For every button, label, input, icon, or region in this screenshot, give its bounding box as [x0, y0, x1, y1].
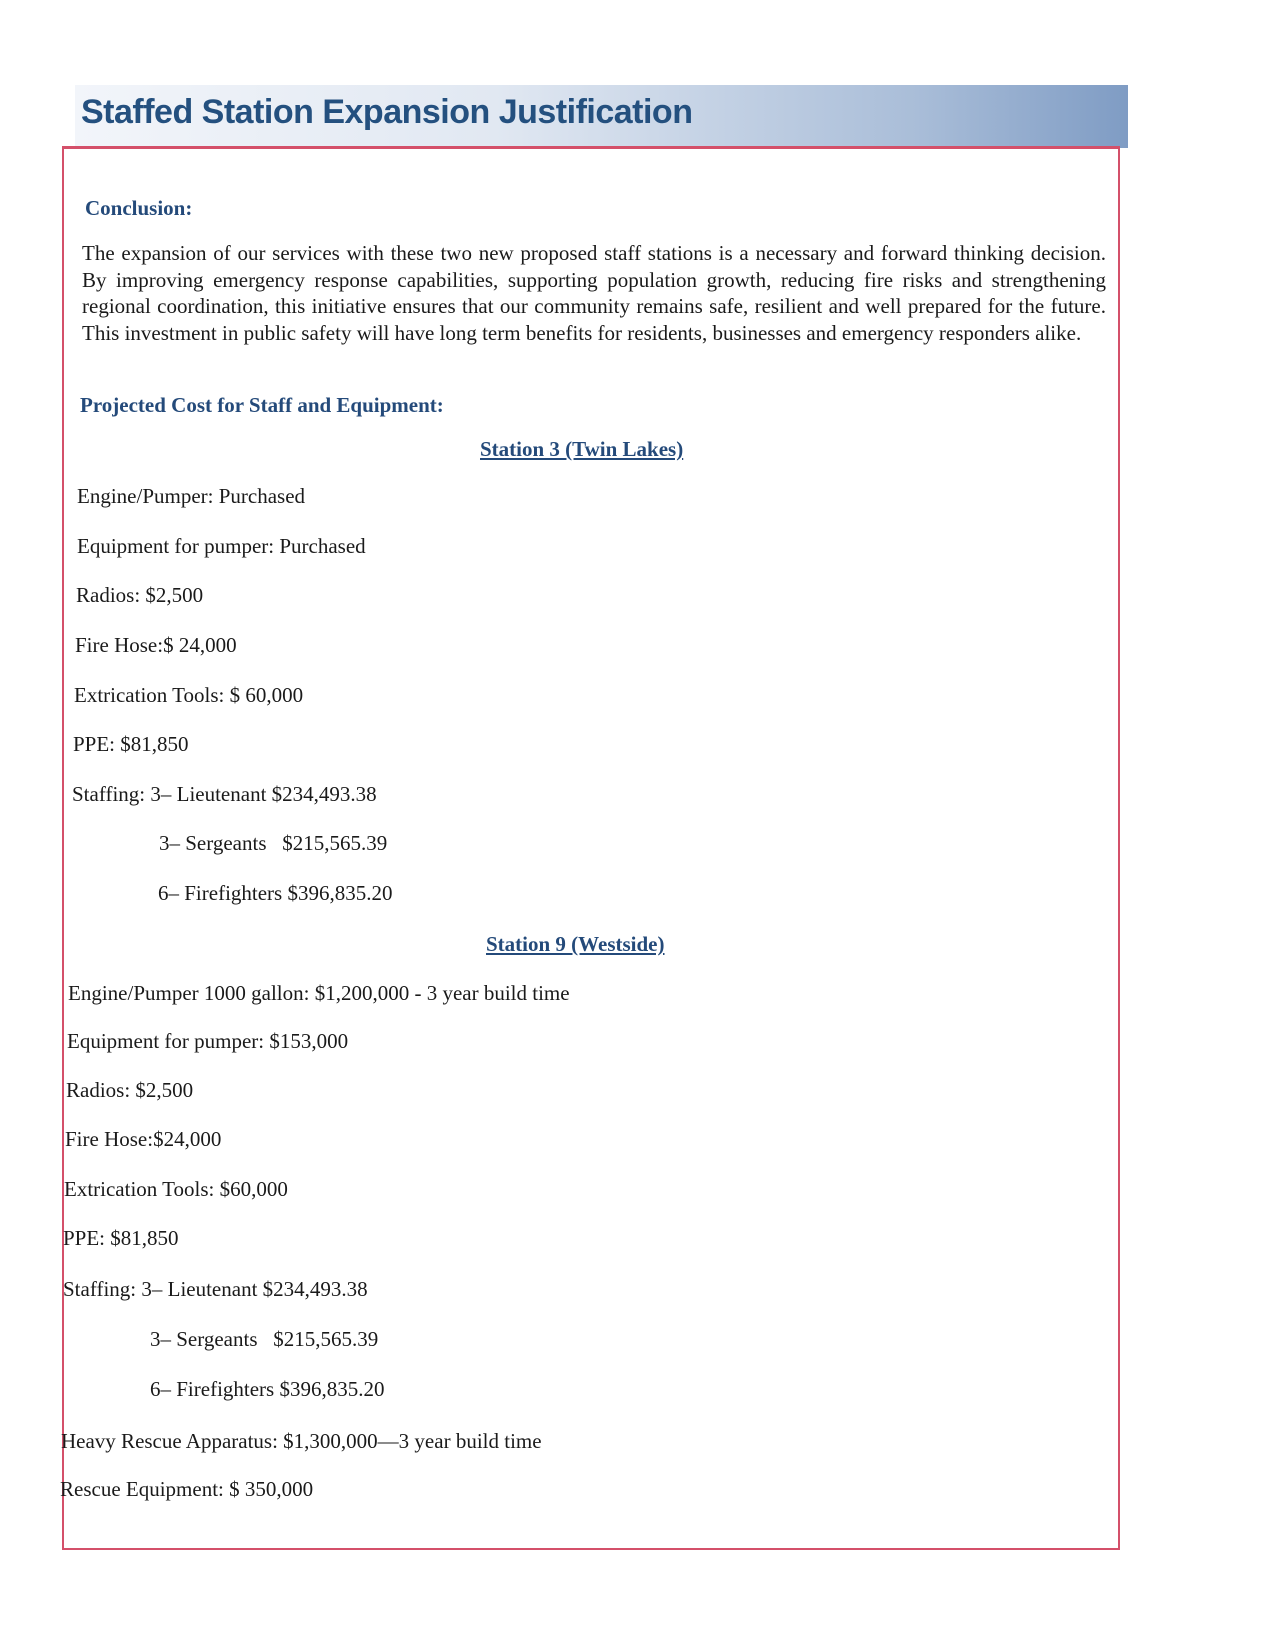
conclusion-heading: Conclusion:	[85, 196, 193, 220]
list-item: Engine/Pumper 1000 gallon: $1,200,000 - 3 year build time	[68, 981, 570, 1005]
list-item: 6– Firefighters $396,835.20	[150, 1377, 385, 1401]
list-item: Radios: $2,500	[76, 583, 204, 607]
station3-heading: Station 3 (Twin Lakes)	[480, 437, 684, 461]
list-item: Extrication Tools: $60,000	[64, 1177, 288, 1201]
list-item: Fire Hose:$24,000	[65, 1127, 222, 1151]
list-item: Staffing: 3– Lieutenant $234,493.38	[72, 782, 377, 806]
list-item: Heavy Rescue Apparatus: $1,300,000—3 year build time	[61, 1429, 542, 1453]
list-item: Fire Hose:$ 24,000	[75, 633, 237, 657]
list-item: Extrication Tools: $ 60,000	[74, 683, 304, 707]
costs-heading: Projected Cost for Staff and Equipment:	[80, 393, 444, 417]
page-title: Staffed Station Expansion Justification	[81, 93, 693, 131]
list-item: Equipment for pumper: $153,000	[67, 1029, 349, 1053]
list-item: 6– Firefighters $396,835.20	[158, 881, 393, 905]
conclusion-paragraph: The expansion of our services with these two new proposed staff stations is a necessary and forward thinking decision. By improving emergency response capabilities, supporting population growth, reducing fire risks and strengthening regional coordination, this initiative ensures that our community remains safe, resilient and well prepared for the future. This investment in public safety will have long term benefits for residents, businesses and emergency responders alike.	[82, 241, 1106, 345]
list-item: PPE: $81,850	[73, 732, 189, 756]
list-item: Rescue Equipment: $ 350,000	[60, 1477, 314, 1501]
station9-heading: Station 9 (Westside)	[486, 932, 665, 956]
list-item: 3– Sergeants $215,565.39	[159, 831, 388, 855]
list-item: PPE: $81,850	[63, 1226, 179, 1250]
list-item: Staffing: 3– Lieutenant $234,493.38	[63, 1277, 368, 1301]
title-banner	[75, 85, 1128, 148]
list-item: 3– Sergeants $215,565.39	[150, 1327, 379, 1351]
list-item: Engine/Pumper: Purchased	[77, 484, 306, 508]
list-item: Equipment for pumper: Purchased	[77, 534, 366, 558]
list-item: Radios: $2,500	[66, 1078, 194, 1102]
